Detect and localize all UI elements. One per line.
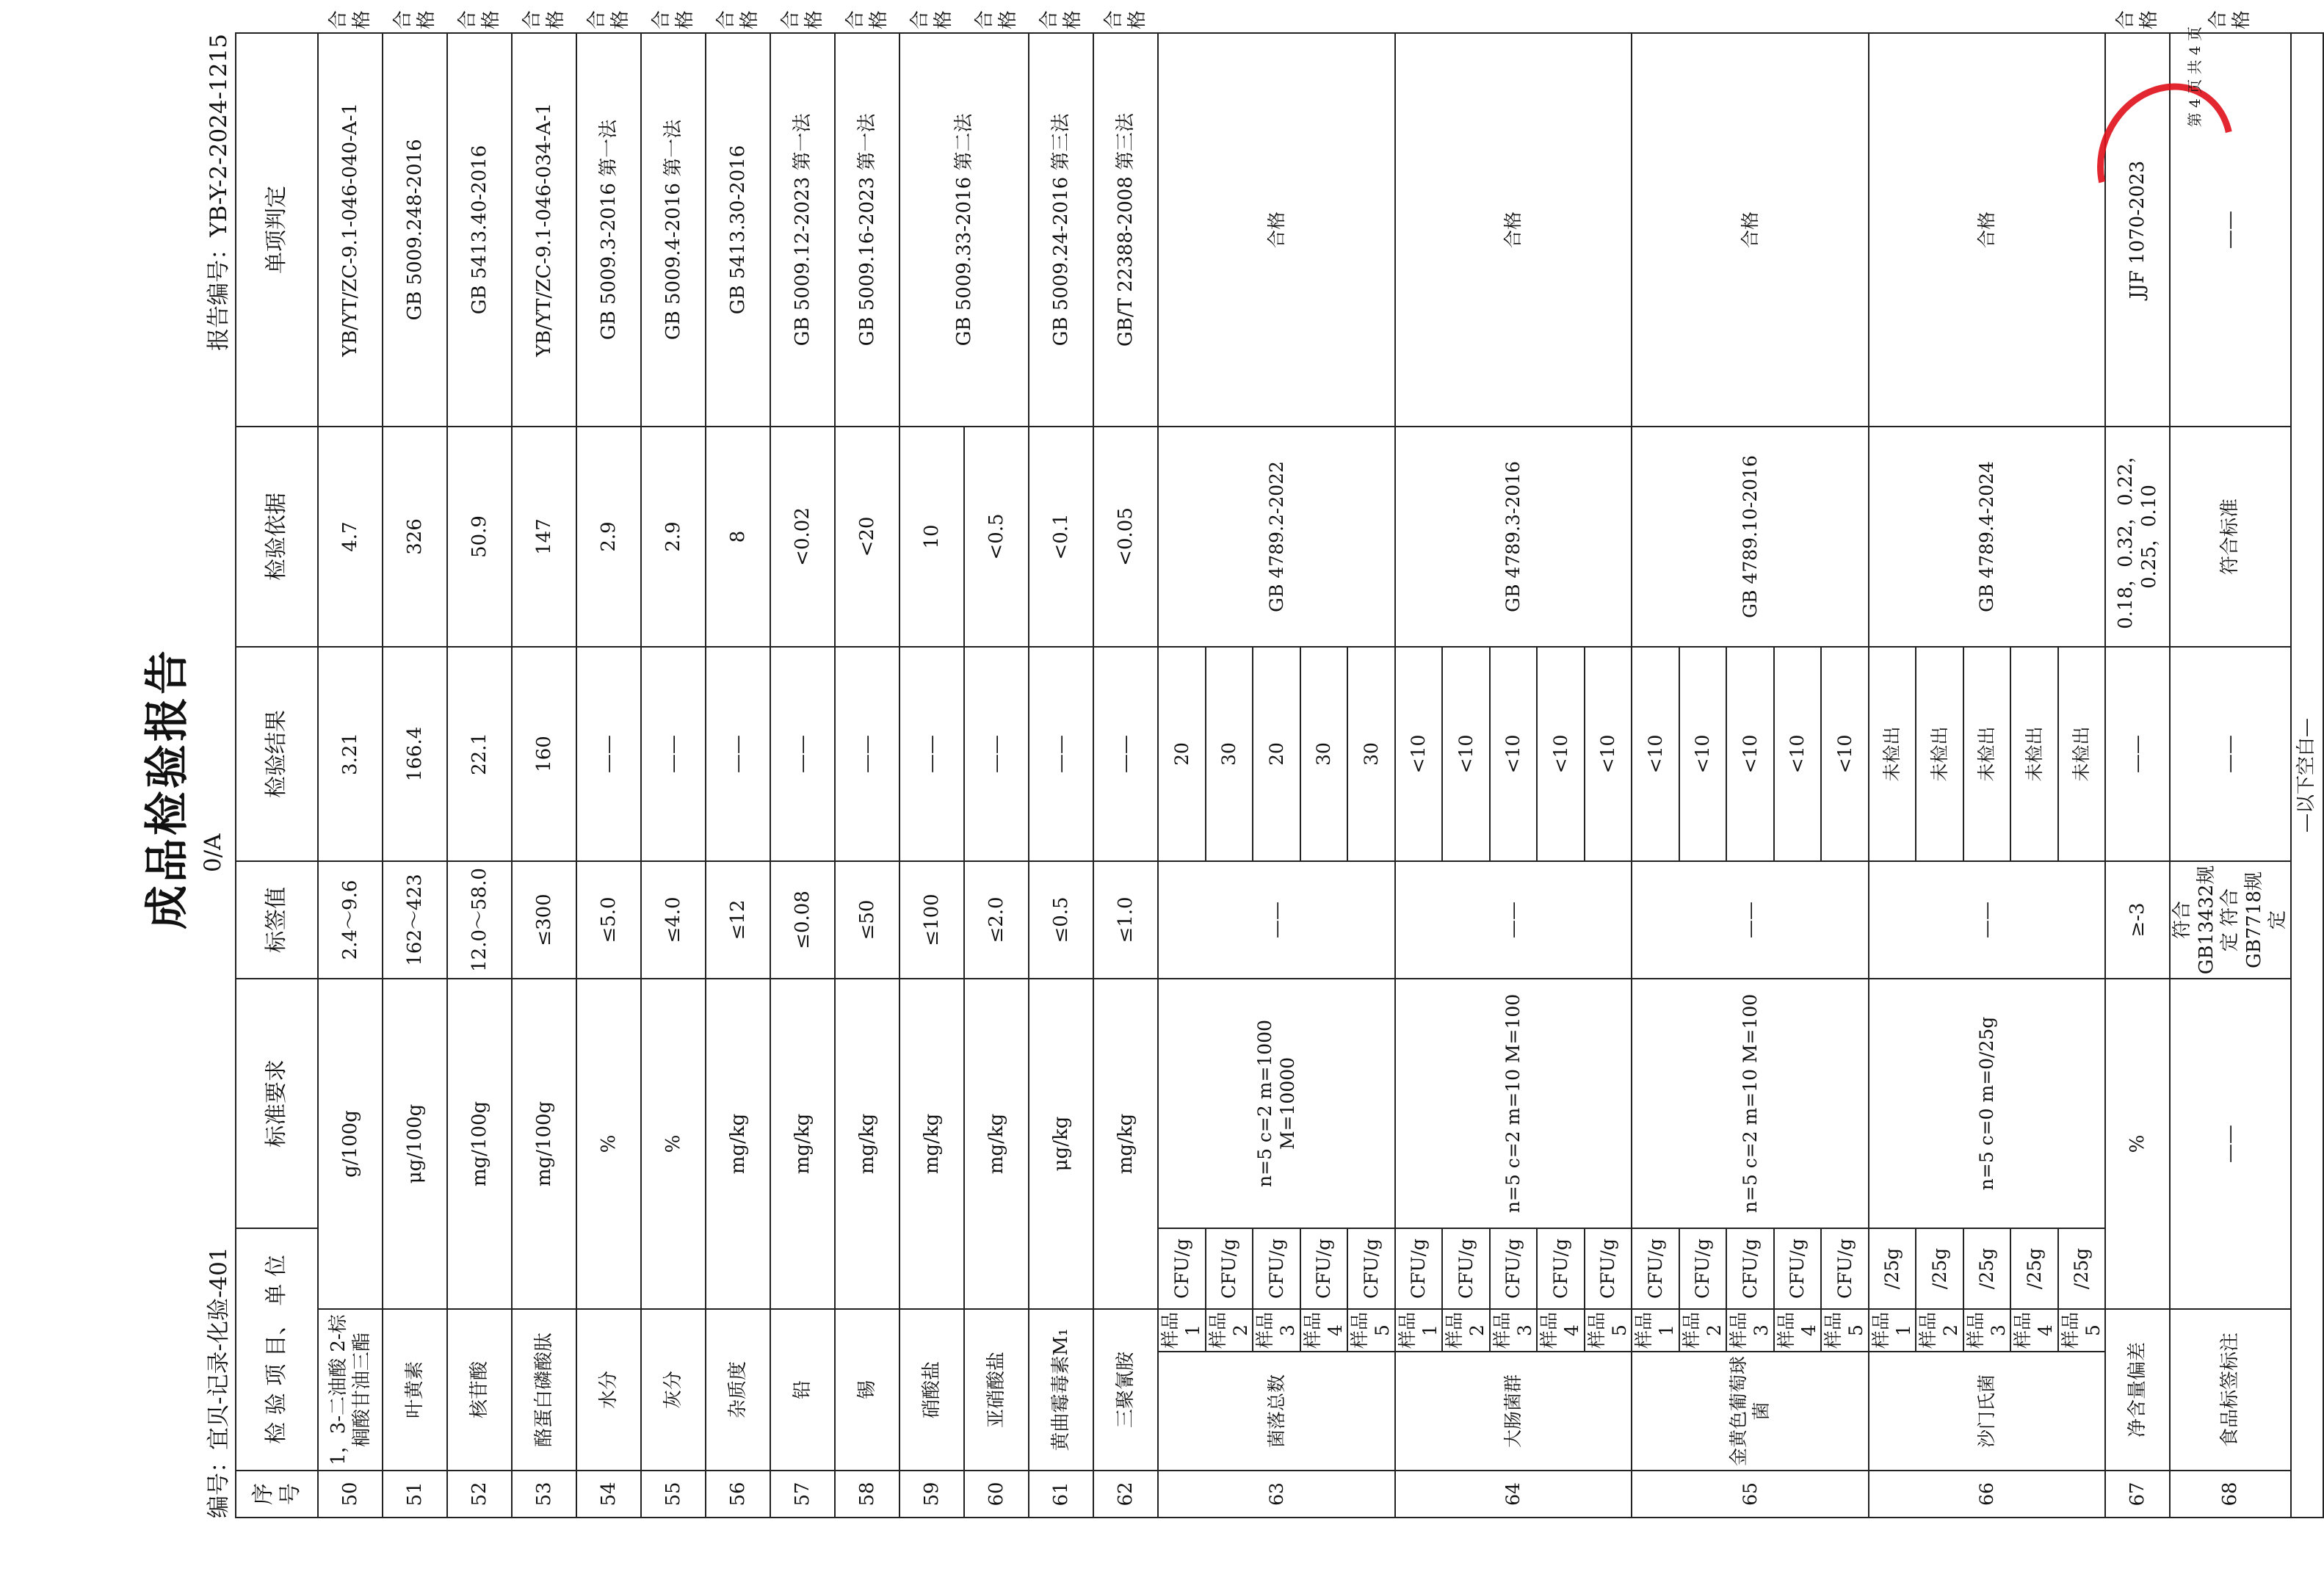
sample-label: 样品5	[1585, 1309, 1632, 1352]
sample-unit: /25g	[2010, 1228, 2058, 1309]
row-requirement: ≤4.0	[641, 861, 706, 979]
row-basis: GB 4789.10-2016	[1632, 427, 1869, 647]
sample-label: 样品1	[1158, 1309, 1206, 1352]
row-label-value: ——	[1395, 861, 1632, 979]
row-result: 4.7	[318, 427, 383, 647]
header-label-value: 标签值	[236, 861, 318, 979]
sample-label: 样品2	[1442, 1309, 1490, 1352]
sample-unit: CFU/g	[1158, 1228, 1206, 1309]
row-result: 10	[899, 427, 964, 647]
table-row: 51 叶黄素 μg/100g 162～423 166.4 326 GB 5009.248-2016 合格	[383, 33, 447, 1518]
sample-result: <10	[1537, 647, 1585, 861]
row-label-value: ——	[1869, 861, 2106, 979]
row-number: 54	[576, 1471, 641, 1518]
sample-label: 样品1	[1632, 1309, 1679, 1352]
blank-note: —以下空白—	[2291, 33, 2323, 1518]
row-number: 62	[1093, 1471, 1158, 1518]
table-row: 53 酪蛋白磷酸肽 mg/100g ≤300 160 147 YB/YT/ZC-9.1-046-034-A-1 合格	[512, 33, 576, 1518]
report-title: 成品检验报告	[142, 648, 193, 929]
row-item: 沙门氏菌	[1869, 1352, 2106, 1471]
row-number: 56	[706, 1471, 770, 1518]
row-basis: ——	[2170, 33, 2291, 427]
row-label-value: ——	[641, 647, 706, 861]
row-result: <0.05	[1093, 427, 1158, 647]
header-item: 检 验 项 目、 单 位	[236, 1228, 318, 1471]
row-unit: g/100g	[318, 979, 383, 1309]
row-requirement: 2.4～9.6	[318, 861, 383, 979]
sample-row	[1395, 33, 1443, 1518]
row-basis: GB 5009.12-2023 第一法	[770, 33, 835, 427]
row-number: 63	[1158, 1471, 1395, 1518]
sample-result: 20	[1253, 647, 1300, 861]
sample-result: <10	[1585, 647, 1632, 861]
row-result: 326	[383, 427, 447, 647]
row-basis: GB/T 22388-2008 第三法	[1093, 33, 1158, 427]
sample-result: 未检出	[2058, 647, 2106, 861]
table-row: 61 黄曲霉毒素M₁ μg/kg ≤0.5 —— <0.1 GB 5009.24-2016 第三法 合格	[1029, 33, 1093, 1518]
row-requirement: ≤0.08	[770, 861, 835, 979]
sample-unit: CFU/g	[1300, 1228, 1348, 1309]
row-unit: mg/kg	[899, 979, 964, 1309]
row-label-value: ——	[1632, 861, 1869, 979]
sample-label: 样品2	[1916, 1309, 1963, 1352]
row-label-value: 160	[512, 647, 576, 861]
sample-result: 30	[1347, 647, 1395, 861]
table-row: 62 三聚氰胺 mg/kg ≤1.0 —— <0.05 GB/T 22388-2008 第三法 合格	[1093, 33, 1158, 1518]
sample-unit: CFU/g	[1442, 1228, 1490, 1309]
row-result: 8	[706, 427, 770, 647]
row-result: <0.02	[770, 427, 835, 647]
sample-result: 30	[1300, 647, 1348, 861]
row-basis: GB 5009.4-2016 第一法	[641, 33, 706, 427]
row-unit: mg/kg	[706, 979, 770, 1309]
sample-row	[1869, 33, 1916, 1518]
sample-result: <10	[1774, 647, 1822, 861]
table-row: 50 1，3-二油酸 2-棕榈酸甘油三酯 g/100g 2.4～9.6 3.21 4.7 YB/YT/ZC-9.1-046-040-A-1 合格	[318, 33, 383, 1518]
row-result: <0.5	[964, 427, 1029, 647]
sample-label: 样品5	[1347, 1309, 1395, 1352]
sample-result: <10	[1632, 647, 1679, 861]
table-header-row	[236, 33, 318, 1518]
row-unit: μg/kg	[1029, 979, 1093, 1309]
row-requirement: ≤5.0	[576, 861, 641, 979]
table-row: 59 硝酸盐 mg/kg ≤100 —— 10 GB 5009.33-2016 第二法 合格	[899, 33, 964, 1518]
sample-unit: /25g	[1916, 1228, 1963, 1309]
row-unit: %	[2105, 979, 2170, 1309]
row-requirement: n=5 c=2 m=10 M=100	[1632, 979, 1869, 1228]
sample-result: 未检出	[1963, 647, 2011, 861]
sample-unit: CFU/g	[1347, 1228, 1395, 1309]
row-number: 53	[512, 1471, 576, 1518]
row-result: 2.9	[641, 427, 706, 647]
row-verdict: 合格	[1395, 33, 1632, 427]
row-item: 叶黄素	[383, 1309, 447, 1471]
row-item: 杂质度	[706, 1309, 770, 1471]
row-item: 水分	[576, 1309, 641, 1471]
row-result: 0.18，0.32，0.22，0.25，0.10	[2105, 427, 2170, 647]
row-unit: %	[576, 979, 641, 1309]
row-verdict: 合格	[1632, 33, 1869, 427]
row-requirement: ≤0.5	[1029, 861, 1093, 979]
row-requirement: ≤12	[706, 861, 770, 979]
header-basis: 检验依据	[236, 427, 318, 647]
sample-result: 未检出	[2010, 647, 2058, 861]
row-result: 2.9	[576, 427, 641, 647]
row-unit: mg/kg	[770, 979, 835, 1309]
sample-row	[1632, 33, 1679, 1518]
sample-row	[1158, 33, 1206, 1518]
row-unit: mg/kg	[835, 979, 899, 1309]
row-item: 酪蛋白磷酸肽	[512, 1309, 576, 1471]
row-item: 净含量偏差	[2105, 1309, 2170, 1471]
row-requirement: 162～423	[383, 861, 447, 979]
row-item: 核苷酸	[447, 1309, 512, 1471]
row-basis: GB 4789.3-2016	[1395, 427, 1632, 647]
row-number: 50	[318, 1471, 383, 1518]
row-item: 铅	[770, 1309, 835, 1471]
sample-unit: CFU/g	[1632, 1228, 1679, 1309]
row-item: 黄曲霉毒素M₁	[1029, 1309, 1093, 1471]
sample-result: <10	[1679, 647, 1727, 861]
row-requirement: 12.0～58.0	[447, 861, 512, 979]
row-requirement: ≤1.0	[1093, 861, 1158, 979]
sample-result: 未检出	[1916, 647, 1963, 861]
row-label-value: 22.1	[447, 647, 512, 861]
row-number: 52	[447, 1471, 512, 1518]
row-item: 三聚氰胺	[1093, 1309, 1158, 1471]
row-result: 50.9	[447, 427, 512, 647]
row-requirement: n=5 c=0 m=0/25g	[1869, 979, 2106, 1228]
row-basis: GB 4789.4-2024	[1869, 427, 2106, 647]
row-number: 66	[1869, 1471, 2106, 1518]
row-label-value: ——	[899, 647, 964, 861]
table-row: 60 亚硝酸盐 mg/kg ≤2.0 —— <0.5 合格	[964, 33, 1029, 1518]
row-item: 金黄色葡萄球菌	[1632, 1352, 1869, 1471]
doc-number: 编号：宜贝-记录-化验-401	[206, 1247, 232, 1518]
header-requirement: 标准要求	[236, 979, 318, 1228]
sample-unit: CFU/g	[1774, 1228, 1822, 1309]
row-number: 60	[964, 1471, 1029, 1518]
row-item: 食品标签标注	[2170, 1309, 2291, 1471]
sample-result: <10	[1726, 647, 1774, 861]
row-item: 锡	[835, 1309, 899, 1471]
sample-label: 样品5	[2058, 1309, 2106, 1352]
sample-label: 样品3	[1726, 1309, 1774, 1352]
row-label-value: 166.4	[383, 647, 447, 861]
row-label-value: ——	[2105, 647, 2170, 861]
header-verdict: 单项判定	[236, 33, 318, 427]
sample-label: 样品3	[1490, 1309, 1538, 1352]
sample-unit: CFU/g	[1679, 1228, 1727, 1309]
row-label-value: 3.21	[318, 647, 383, 861]
row-basis: GB 5009.33-2016 第二法	[899, 33, 1029, 427]
table-row: 58 锡 mg/kg ≤50 —— <20 GB 5009.16-2023 第一法 合格	[835, 33, 899, 1518]
table-body	[318, 10, 2291, 1518]
report-number: 报告编号：YB-Y-2-2024-1215	[206, 34, 232, 351]
row-unit: ——	[2170, 979, 2291, 1309]
row-requirement: n=5 c=2 m=10 M=100	[1395, 979, 1632, 1228]
row-item: 1，3-二油酸 2-棕榈酸甘油三酯	[318, 1309, 383, 1471]
row-requirement: ≤50	[835, 861, 899, 979]
sample-label: 样品4	[1537, 1309, 1585, 1352]
row-result: <20	[835, 427, 899, 647]
row-item: 灰分	[641, 1309, 706, 1471]
header-result: 检验结果	[236, 647, 318, 861]
row-result: 147	[512, 427, 576, 647]
sample-label: 样品5	[1821, 1309, 1869, 1352]
row-number: 59	[899, 1471, 964, 1518]
row-label-value: ——	[1029, 647, 1093, 861]
row-verdict: 合格	[1869, 33, 2106, 427]
row-item: 亚硝酸盐	[964, 1309, 1029, 1471]
row-number: 67	[2105, 1471, 2170, 1518]
sample-unit: CFU/g	[1395, 1228, 1443, 1309]
row-number: 65	[1632, 1471, 1869, 1518]
row-label-value: ——	[706, 647, 770, 861]
sample-label: 样品3	[1963, 1309, 2011, 1352]
row-basis: YB/YT/ZC-9.1-046-040-A-1	[318, 33, 383, 427]
row-requirement: ≥-3	[2105, 861, 2170, 979]
sample-result: 未检出	[1869, 647, 1916, 861]
table-row: 52 核苷酸 mg/100g 12.0～58.0 22.1 50.9 GB 5413.40-2016 合格	[447, 33, 512, 1518]
row-basis: GB 4789.2-2022	[1158, 427, 1395, 647]
row-result: 符合标准	[2170, 427, 2291, 647]
table-row: 56 杂质度 mg/kg ≤12 —— 8 GB 5413.30-2016 合格	[706, 33, 770, 1518]
sample-label: 样品4	[2010, 1309, 2058, 1352]
row-unit: μg/100g	[383, 979, 447, 1309]
row-number: 64	[1395, 1471, 1632, 1518]
inspection-table	[235, 10, 2324, 1518]
row-basis: GB 5009.248-2016	[383, 33, 447, 427]
sample-unit: /25g	[1963, 1228, 2011, 1309]
sample-unit: CFU/g	[1490, 1228, 1538, 1309]
table-row: 68 食品标签标注 —— 符合GB13432规定 符合GB7718规定 —— 符合标准 —— 合格	[2170, 33, 2291, 1518]
row-unit: %	[641, 979, 706, 1309]
sample-label: 样品4	[1774, 1309, 1822, 1352]
sample-unit: /25g	[1869, 1228, 1916, 1309]
row-number: 61	[1029, 1471, 1093, 1518]
row-unit: mg/kg	[1093, 979, 1158, 1309]
row-number: 57	[770, 1471, 835, 1518]
sample-result: 30	[1206, 647, 1253, 861]
sample-label: 样品1	[1395, 1309, 1443, 1352]
table-row: 55 灰分 % ≤4.0 —— 2.9 GB 5009.4-2016 第一法 合格	[641, 33, 706, 1518]
sample-unit: CFU/g	[1585, 1228, 1632, 1309]
sample-unit: CFU/g	[1726, 1228, 1774, 1309]
sample-unit: CFU/g	[1537, 1228, 1585, 1309]
sample-unit: CFU/g	[1821, 1228, 1869, 1309]
row-label-value: ——	[770, 647, 835, 861]
row-unit: mg/kg	[964, 979, 1029, 1309]
sample-unit: CFU/g	[1253, 1228, 1300, 1309]
row-unit: mg/100g	[512, 979, 576, 1309]
row-number: 68	[2170, 1471, 2291, 1518]
row-label-value: ——	[835, 647, 899, 861]
sample-label: 样品3	[1253, 1309, 1300, 1352]
row-requirement: 符合GB13432规定 符合GB7718规定	[2170, 861, 2291, 979]
header-no: 序号	[236, 1471, 318, 1518]
row-label-value: ——	[1093, 647, 1158, 861]
row-result: <0.1	[1029, 427, 1093, 647]
row-verdict: 合格	[1158, 33, 1395, 427]
table-row: 57 铅 mg/kg ≤0.08 —— <0.02 GB 5009.12-2023 第一法 合格	[770, 33, 835, 1518]
sample-result: <10	[1395, 647, 1443, 861]
row-item: 菌落总数	[1158, 1352, 1395, 1471]
row-basis: YB/YT/ZC-9.1-046-034-A-1	[512, 33, 576, 427]
row-basis: GB 5413.40-2016	[447, 33, 512, 427]
row-basis: GB 5009.16-2023 第一法	[835, 33, 899, 427]
row-number: 51	[383, 1471, 447, 1518]
sample-label: 样品1	[1869, 1309, 1916, 1352]
sample-label: 样品2	[1206, 1309, 1253, 1352]
row-basis: JJF 1070-2023	[2105, 33, 2170, 427]
sample-label: 样品4	[1300, 1309, 1348, 1352]
row-label-value: ——	[964, 647, 1029, 861]
sample-unit: /25g	[2058, 1228, 2106, 1309]
row-requirement: n=5 c=2 m=1000 M=10000	[1158, 979, 1395, 1228]
sample-result: <10	[1490, 647, 1538, 861]
row-basis: GB 5413.30-2016	[706, 33, 770, 427]
sample-result: 20	[1158, 647, 1206, 861]
row-requirement: ≤100	[899, 861, 964, 979]
row-basis: GB 5009.3-2016 第一法	[576, 33, 641, 427]
sample-result: <10	[1821, 647, 1869, 861]
row-number: 55	[641, 1471, 706, 1518]
row-number: 58	[835, 1471, 899, 1518]
row-unit: mg/100g	[447, 979, 512, 1309]
row-label-value: ——	[576, 647, 641, 861]
table-row: 67 净含量偏差 % ≥-3 —— 0.18，0.32，0.22，0.25，0.10 JJF 1070-2023 合格	[2105, 33, 2170, 1518]
row-basis: GB 5009.24-2016 第三法	[1029, 33, 1093, 427]
row-requirement: ≤2.0	[964, 861, 1029, 979]
row-item: 硝酸盐	[899, 1309, 964, 1471]
row-item: 大肠菌群	[1395, 1352, 1632, 1471]
page-number: 第 4 页 共 4 页	[2186, 26, 2204, 128]
sample-label: 样品2	[1679, 1309, 1727, 1352]
blank-row	[2291, 33, 2323, 1518]
version: 0/A	[200, 833, 226, 872]
sample-result: <10	[1442, 647, 1490, 861]
row-requirement: ≤300	[512, 861, 576, 979]
row-label-value: ——	[2170, 647, 2291, 861]
row-label-value: ——	[1158, 861, 1395, 979]
sample-unit: CFU/g	[1206, 1228, 1253, 1309]
table-row: 54 水分 % ≤5.0 —— 2.9 GB 5009.3-2016 第一法 合格	[576, 33, 641, 1518]
